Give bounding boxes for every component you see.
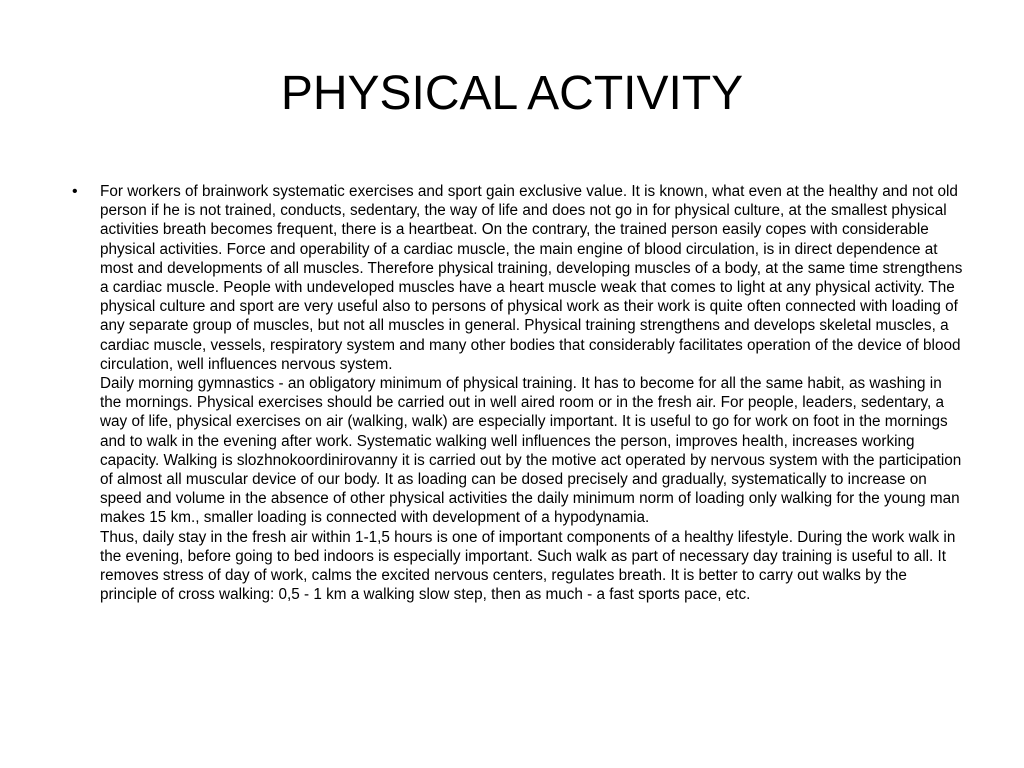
slide-title: PHYSICAL ACTIVITY xyxy=(280,67,744,120)
paragraph-heart-and-muscles: For workers of brainwork systematic exercises and sport gain exclusive value. It is known, what even at the healthy and not old person if he is not trained, conducts, sedentary, the way of life and does not go in for physical culture, at the smallest physical activities breath becomes frequent, there is a heartbeat. On the contrary, the trained person easily copes with considerable physical activities. Force and operability of a cardiac muscle, the main engine of blood circulation, is in direct dependence at most and developments of all muscles. Therefore physical training, developing muscles of a body, at the same time strengthens a cardiac muscle. People with undeveloped muscles have a heart muscle weak that comes to light at any physical activity. The physical culture and sport are very useful also to persons of physical work as their work is quite often connected with loading of any separate group of muscles, but not all muscles in general. Physical training strengthens and develops skeletal muscles, a cardiac muscle, vessels, respiratory system and many other bodies that considerably facilitates operation of the device of blood circulation, well influences nervous system. xyxy=(100,183,963,373)
bullet-icon: • xyxy=(72,183,78,200)
paragraph-morning-gymnastics: Daily morning gymnastics - an obligatory minimum of physical training. It has to become for all the same habit, as washing in the mornings. Physical exercises should be carried out in well aired room or in the fresh air. For people, leaders, sedentary, a way of life, physical exercises on air (walking, walk) are especially important. It is useful to go for work on foot in the mornings and to walk in the evening after work. Systematic walking well influences the person, improves health, increases working capacity. Walking is slozhnokoordinirovanny it is carried out by the motive act operated by nervous system with the participation of almost all muscular device of our body. It as loading can be dosed precisely and gradually, systematically to increase on speed and volume in the absence of other physical activities the daily minimum norm of loading only walking for the young man makes 15 km., smaller loading is connected with development of a hypodynamia. xyxy=(100,375,962,527)
bullet-text xyxy=(100,182,966,604)
paragraph-fresh-air-walks: Thus, daily stay in the fresh air within 1-1,5 hours is one of important components of a healthy lifestyle. During the work walk in the evening, before going to bed indoors is especially important. Such walk as part of necessary day training is useful to all. It removes stress of day of work, calms the excited nervous centers, regulates breath. It is better to carry out walks by the principle of cross walking: 0,5 - 1 km a walking slow step, then as much - a fast sports pace, etc. xyxy=(100,528,956,604)
